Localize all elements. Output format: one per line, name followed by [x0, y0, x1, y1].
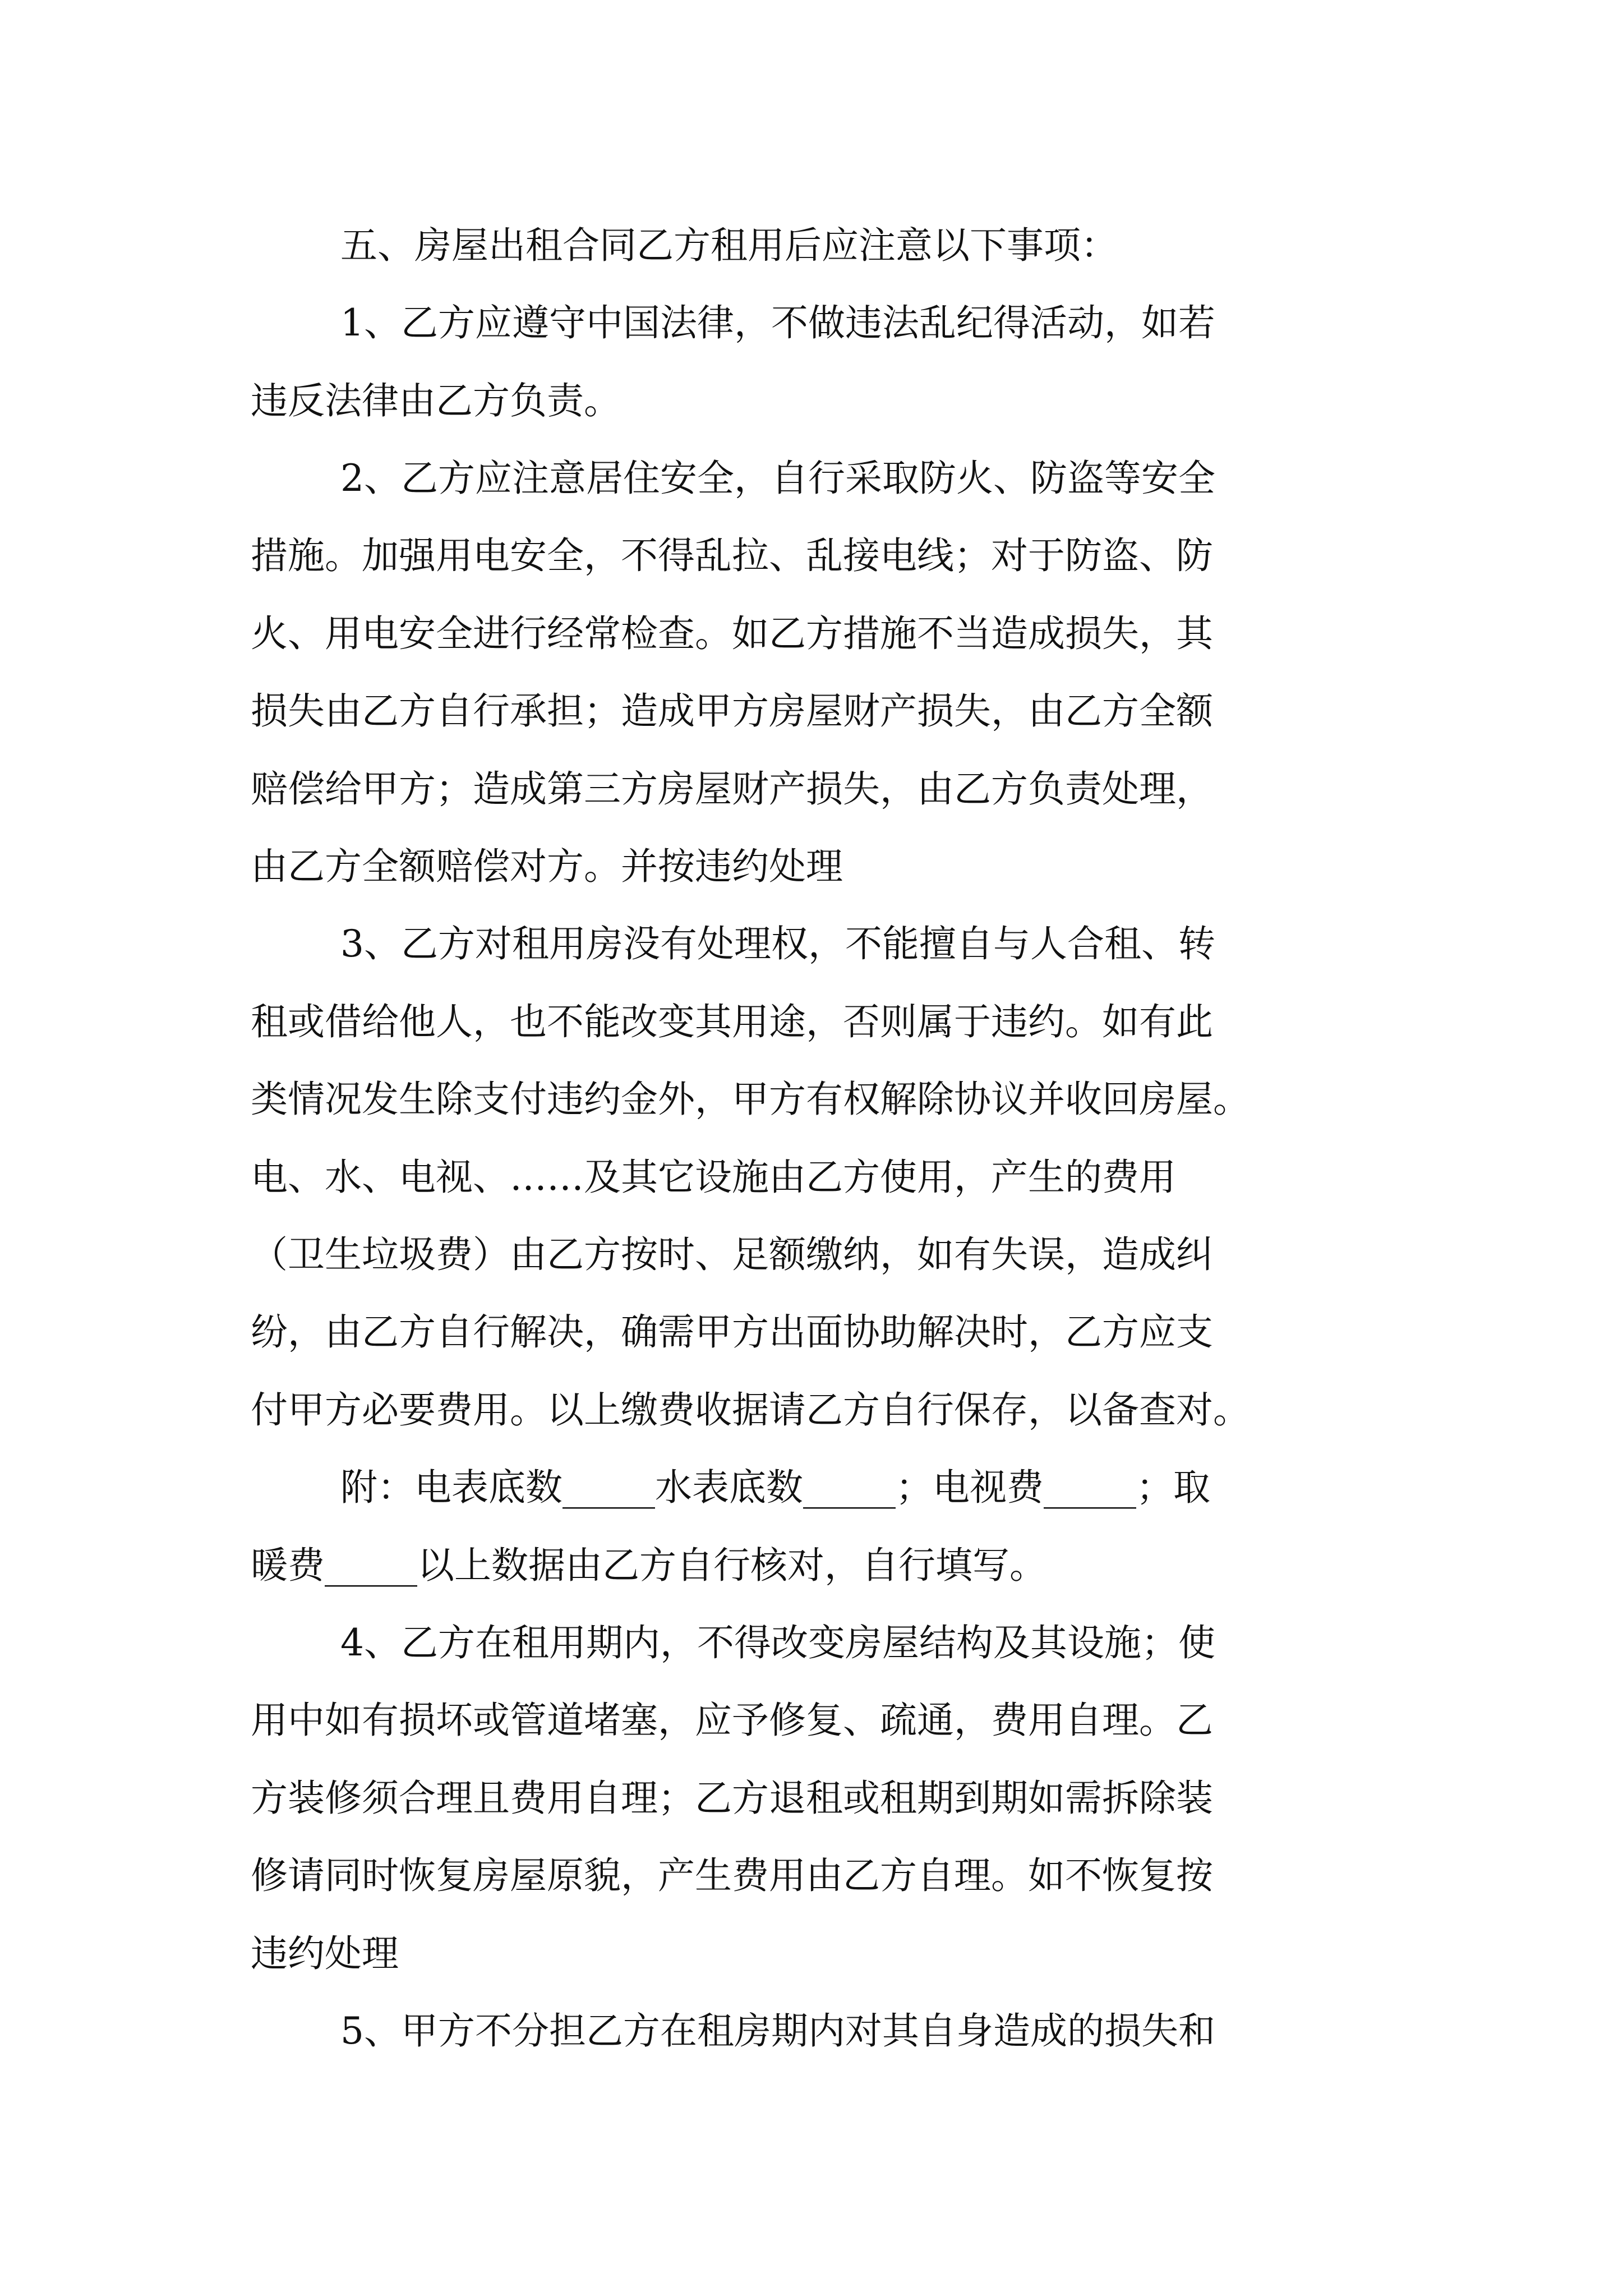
clause-3-line: 付甲方必要费用。以上缴费收据请乙方自行保存，以备查对。 [251, 1388, 1250, 1432]
clause-3-line: 纷，由乙方自行解决，确需甲方出面协助解决时，乙方应支 [251, 1310, 1213, 1354]
clause-2-line: 损失由乙方自行承担；造成甲方房屋财产损失，由乙方全额 [251, 689, 1213, 733]
clause-4-line: 方装修须合理且费用自理；乙方退租或租期到期如需拆除装 [251, 1777, 1213, 1820]
clause-2-line: 2、乙方应注意居住安全，自行采取防火、防盗等安全 [340, 457, 1215, 500]
clause-1-line: 1、乙方应遵守中国法律，不做违法乱纪得活动，如若 [340, 301, 1215, 344]
clause-2-line: 措施。加强用电安全，不得乱拉、乱接电线；对于防盗、防 [251, 534, 1213, 577]
clause-3-line: 3、乙方对租用房没有处理权，不能擅自与人合租、转 [340, 922, 1215, 965]
clause-3-line: 租或借给他人，也不能改变其用途，否则属于违约。如有此 [251, 1000, 1213, 1043]
appendix-line: 暖费_____以上数据由乙方自行核对，自行填写。 [251, 1544, 1046, 1587]
clause-5-line: 5、甲方不分担乙方在租房期内对其自身造成的损失和 [340, 2009, 1215, 2053]
clause-3-line: 类情况发生除支付违约金外，甲方有权解除协议并收回房屋。 [251, 1078, 1250, 1121]
clause-3-line: （卫生垃圾费）由乙方按时、足额缴纳，如有失误，造成纠 [251, 1233, 1213, 1276]
clause-4-line: 修请同时恢复房屋原貌，产生费用由乙方自理。如不恢复按 [251, 1854, 1213, 1897]
clause-4-line: 4、乙方在租用期内，不得改变房屋结构及其设施；使 [340, 1621, 1215, 1664]
clause-3-line: 电、水、电视、……及其它设施由乙方使用，产生的费用 [251, 1156, 1176, 1199]
clause-2-line: 火、用电安全进行经常检查。如乙方措施不当造成损失，其 [251, 612, 1213, 655]
clause-2-line: 由乙方全额赔偿对方。并按违约处理 [251, 845, 843, 888]
clause-4-line: 用中如有损坏或管道堵塞，应予修复、疏通，费用自理。乙 [251, 1699, 1213, 1742]
section-five-heading: 五、房屋出租合同乙方租用后应注意以下事项： [340, 224, 1118, 267]
clause-4-line: 违约处理 [251, 1932, 399, 1975]
clause-1-line: 违反法律由乙方负责。 [251, 379, 621, 422]
appendix-line: 附：电表底数_____水表底数_____；电视费_____；取 [340, 1466, 1210, 1509]
clause-2-line: 赔偿给甲方；造成第三方房屋财产损失，由乙方负责处理， [251, 767, 1213, 811]
